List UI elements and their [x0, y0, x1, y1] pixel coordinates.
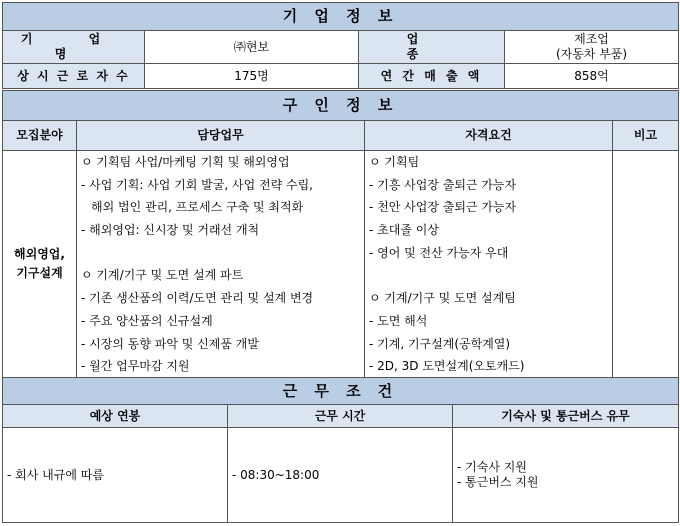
company-section-title: 기 업 정 보 — [3, 3, 679, 31]
job-info-table — [2, 90, 679, 379]
recruit-field-line1: 해외영업, — [14, 247, 65, 262]
duties-line: - 주요 양산품의 신규설계 — [81, 313, 213, 328]
duties-line: ㅇ 기계/기구 및 도면 설계 파트 — [81, 268, 244, 283]
duties-line: 해외 법인 관리, 프로세스 구축 및 최적화 — [91, 200, 304, 215]
industry-label: 업 종 — [359, 31, 505, 64]
hours-value: - 08:30~18:00 — [228, 428, 453, 523]
dorm-bus-line1: - 기숙사 지원 — [457, 460, 527, 474]
remarks-cell — [613, 151, 679, 379]
qualification-line: - 기흥 사업장 출퇴근 가능자 — [369, 177, 517, 192]
qualification-line: ㅇ 기계/기구 및 도면 설계팀 — [369, 291, 516, 306]
dorm-bus-label: 기숙사 및 통근버스 유무 — [453, 405, 679, 428]
header-qualifications: 자격요건 — [365, 121, 613, 151]
recruit-field — [3, 151, 77, 379]
duties-gap — [81, 242, 360, 265]
duties-line: ㅇ 기획팀 사업/마케팅 기획 및 해외영업 — [81, 155, 290, 169]
header-field: 모집분야 — [3, 121, 77, 151]
qualification-line: - 기계, 기구설계(공학계열) — [369, 336, 511, 351]
revenue-value: 858억 — [505, 64, 679, 89]
qualification-line: - 천안 사업장 출퇴근 가능자 — [369, 200, 517, 215]
employees-value: 175명 — [145, 64, 359, 89]
duties-line: - 해외영업: 신시장 및 거래선 개척 — [81, 223, 260, 238]
qualification-line: - 2D, 3D 도면설계(오토캐드) — [369, 359, 525, 374]
dorm-bus-value — [453, 428, 679, 523]
qualification-line: - 영어 및 전산 가능자 우대 — [369, 245, 509, 260]
industry-value — [505, 31, 679, 64]
dorm-bus-line2: - 통근버스 지원 — [457, 475, 539, 489]
hours-label: 근무 시간 — [228, 405, 453, 428]
employees-label: 상 시 근 로 자 수 — [3, 64, 145, 89]
industry-value-line2: (자동차 부품) — [555, 47, 628, 61]
header-remarks: 비고 — [613, 121, 679, 151]
recruit-field-line2: 기구설계 — [16, 266, 63, 281]
duties-line: - 사업 기획: 사업 기회 발굴, 사업 전략 수립, — [81, 177, 313, 192]
industry-value-line1: 제조업 — [574, 32, 609, 46]
company-info-table — [2, 2, 679, 89]
qualification-line: ㅇ 기획팀 — [369, 155, 420, 169]
header-duties: 담당업무 — [77, 121, 365, 151]
company-name-label: 기 업 명 — [3, 31, 145, 64]
company-name-value: ㈜현보 — [145, 31, 359, 64]
duties-line: - 기존 생산품의 이력/도면 관리 및 설계 변경 — [81, 291, 314, 306]
revenue-label: 연 간 매 출 액 — [359, 64, 505, 89]
duties-cell — [77, 151, 365, 379]
work-section-title: 근 무 조 건 — [3, 378, 679, 405]
qualifications-cell — [365, 151, 613, 379]
job-section-title: 구 인 정 보 — [3, 91, 679, 121]
qualification-line: - 초대졸 이상 — [369, 223, 439, 238]
salary-label: 예상 연봉 — [3, 405, 228, 428]
duties-line: - 시장의 동향 파악 및 신제품 개발 — [81, 336, 259, 351]
salary-value: - 회사 내규에 따름 — [3, 428, 228, 523]
qualification-line: - 도면 해석 — [369, 313, 428, 328]
duties-line: - 월간 업무마감 지원 — [81, 359, 190, 374]
work-conditions-table — [2, 377, 679, 523]
qualification-gap — [369, 264, 608, 287]
